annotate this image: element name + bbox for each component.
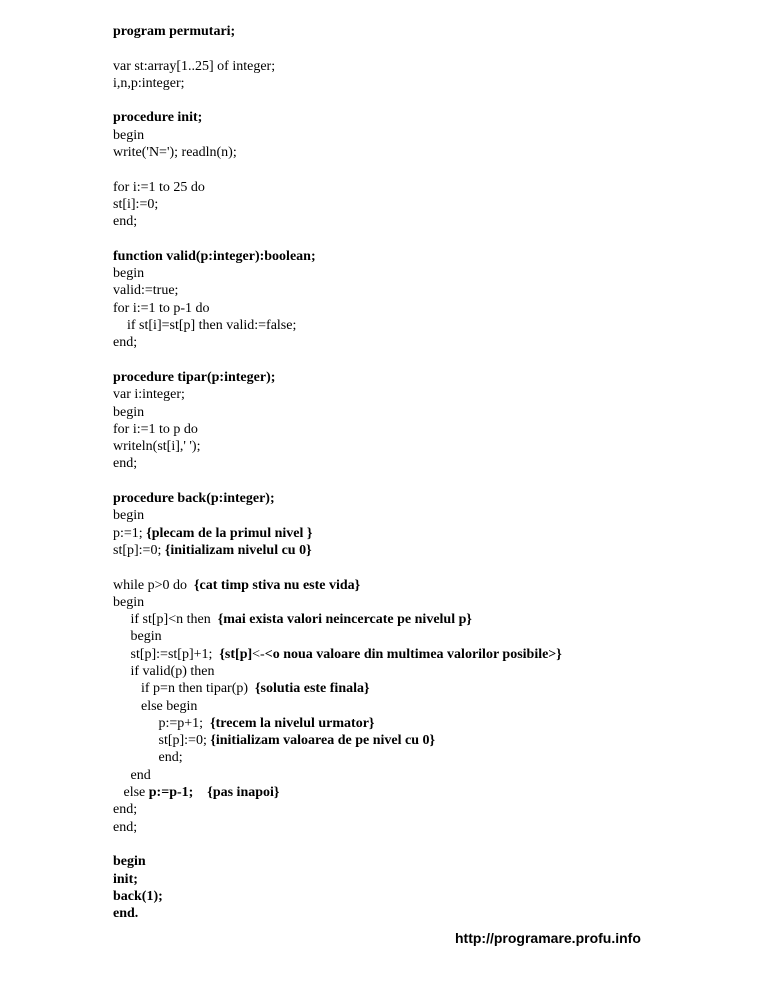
code-line xyxy=(113,300,733,317)
code-line xyxy=(113,698,733,715)
code-line xyxy=(113,265,733,282)
code-line xyxy=(113,317,733,334)
code-line xyxy=(113,282,733,299)
code-segment: end xyxy=(113,767,151,783)
code-segment: procedure init; xyxy=(113,110,203,126)
code-segment: function valid(p:integer):boolean; xyxy=(113,248,316,264)
code-segment: write('N='); readln(n); xyxy=(113,145,237,161)
code-segment: program permutari; xyxy=(113,24,236,39)
code-line xyxy=(113,784,733,801)
code-segment: end; xyxy=(113,750,183,766)
code-line xyxy=(113,490,733,507)
code-line xyxy=(113,611,733,628)
code-line xyxy=(113,386,733,403)
code-segment: if st[p]<n then xyxy=(113,612,218,628)
code-line xyxy=(113,594,733,611)
code-segment: else begin xyxy=(113,698,198,714)
code-line xyxy=(113,507,733,524)
blank-line xyxy=(113,836,733,853)
code-segment: {mai exista valori neincercate pe nivelul p} xyxy=(217,612,472,628)
code-segment: begin xyxy=(113,127,145,143)
blank-line xyxy=(113,92,733,109)
code-line xyxy=(113,542,733,559)
blank-line xyxy=(113,40,733,57)
code-line xyxy=(113,248,733,265)
code-line xyxy=(113,888,733,905)
code-segment: var i:integer; xyxy=(113,387,185,403)
code-segment: for i:=1 to p-1 do xyxy=(113,300,210,316)
blank-line xyxy=(113,161,733,178)
code-segment: begin xyxy=(113,266,145,282)
code-line xyxy=(113,801,733,818)
code-line xyxy=(113,404,733,421)
code-segment: {initializam valoarea de pe nivel cu 0} xyxy=(210,733,435,749)
code-segment: <- xyxy=(252,646,265,662)
code-segment: {plecam de la primul nivel } xyxy=(146,525,313,541)
code-segment: for i:=1 to p do xyxy=(113,421,198,437)
code-line xyxy=(113,905,733,922)
code-line xyxy=(113,853,733,870)
code-segment: {cat timp stiva nu este vida} xyxy=(194,577,361,593)
code-line xyxy=(113,749,733,766)
code-segment: var st:array[1..25] of integer; xyxy=(113,58,276,74)
code-segment: <o noua valoare din multimea valorilor posibile>} xyxy=(264,646,562,662)
code-segment: for i:=1 to 25 do xyxy=(113,179,205,195)
code-listing xyxy=(113,23,733,922)
blank-line xyxy=(113,231,733,248)
code-line xyxy=(113,58,733,75)
code-segment: procedure tipar(p:integer); xyxy=(113,369,276,385)
code-segment: begin xyxy=(113,508,145,524)
code-line xyxy=(113,127,733,144)
code-line xyxy=(113,213,733,230)
code-line xyxy=(113,179,733,196)
code-line xyxy=(113,196,733,213)
code-segment: init; xyxy=(113,871,138,887)
code-line xyxy=(113,871,733,888)
footer-url: http://programare.profu.info xyxy=(455,930,641,946)
code-segment: begin xyxy=(113,854,146,870)
code-segment: end; xyxy=(113,335,138,351)
code-segment: {solutia este finala} xyxy=(255,681,370,697)
code-segment: st[p]:=0; xyxy=(113,733,211,749)
code-line xyxy=(113,334,733,351)
code-segment: p:=1; xyxy=(113,525,147,541)
code-line xyxy=(113,646,733,663)
code-segment: i,n,p:integer; xyxy=(113,75,185,91)
code-segment: end; xyxy=(113,802,138,818)
code-segment: writeln(st[i],' '); xyxy=(113,439,201,455)
blank-line xyxy=(113,559,733,576)
code-line xyxy=(113,144,733,161)
code-segment: end. xyxy=(113,906,139,922)
code-line xyxy=(113,767,733,784)
code-segment: if st[i]=st[p] then valid:=false; xyxy=(113,318,297,334)
code-line xyxy=(113,455,733,472)
code-segment: {st[p] xyxy=(219,646,253,662)
code-line xyxy=(113,438,733,455)
code-segment: p:=p+1; xyxy=(113,715,211,731)
code-segment: if p=n then tipar(p) xyxy=(113,681,256,697)
code-line xyxy=(113,732,733,749)
blank-line xyxy=(113,473,733,490)
code-line xyxy=(113,109,733,126)
code-line xyxy=(113,421,733,438)
blank-line xyxy=(113,352,733,369)
code-segment: st[p]:=st[p]+1; xyxy=(113,646,220,662)
code-line xyxy=(113,577,733,594)
code-line xyxy=(113,715,733,732)
code-segment: begin xyxy=(113,629,162,645)
code-segment: end; xyxy=(113,819,138,835)
code-segment: back(1); xyxy=(113,888,163,904)
code-segment: valid:=true; xyxy=(113,283,179,299)
code-line xyxy=(113,663,733,680)
code-segment: begin xyxy=(113,404,145,420)
code-line xyxy=(113,525,733,542)
code-segment: {initializam nivelul cu 0} xyxy=(164,542,312,558)
code-segment: st[i]:=0; xyxy=(113,196,159,212)
code-line xyxy=(113,819,733,836)
code-segment: end; xyxy=(113,214,138,230)
code-line xyxy=(113,75,733,92)
code-segment: end; xyxy=(113,456,138,472)
code-segment: begin xyxy=(113,594,145,610)
code-segment: if valid(p) then xyxy=(113,663,215,679)
code-segment: procedure back(p:integer); xyxy=(113,491,275,507)
code-segment: while p>0 do xyxy=(113,577,194,593)
code-segment: else xyxy=(113,785,149,801)
code-line xyxy=(113,628,733,645)
code-segment: p:=p-1; {pas inapoi} xyxy=(148,785,280,801)
code-segment: st[p]:=0; xyxy=(113,542,165,558)
code-segment: {trecem la nivelul urmator} xyxy=(210,715,375,731)
code-line xyxy=(113,680,733,697)
code-line xyxy=(113,23,733,40)
code-line xyxy=(113,369,733,386)
